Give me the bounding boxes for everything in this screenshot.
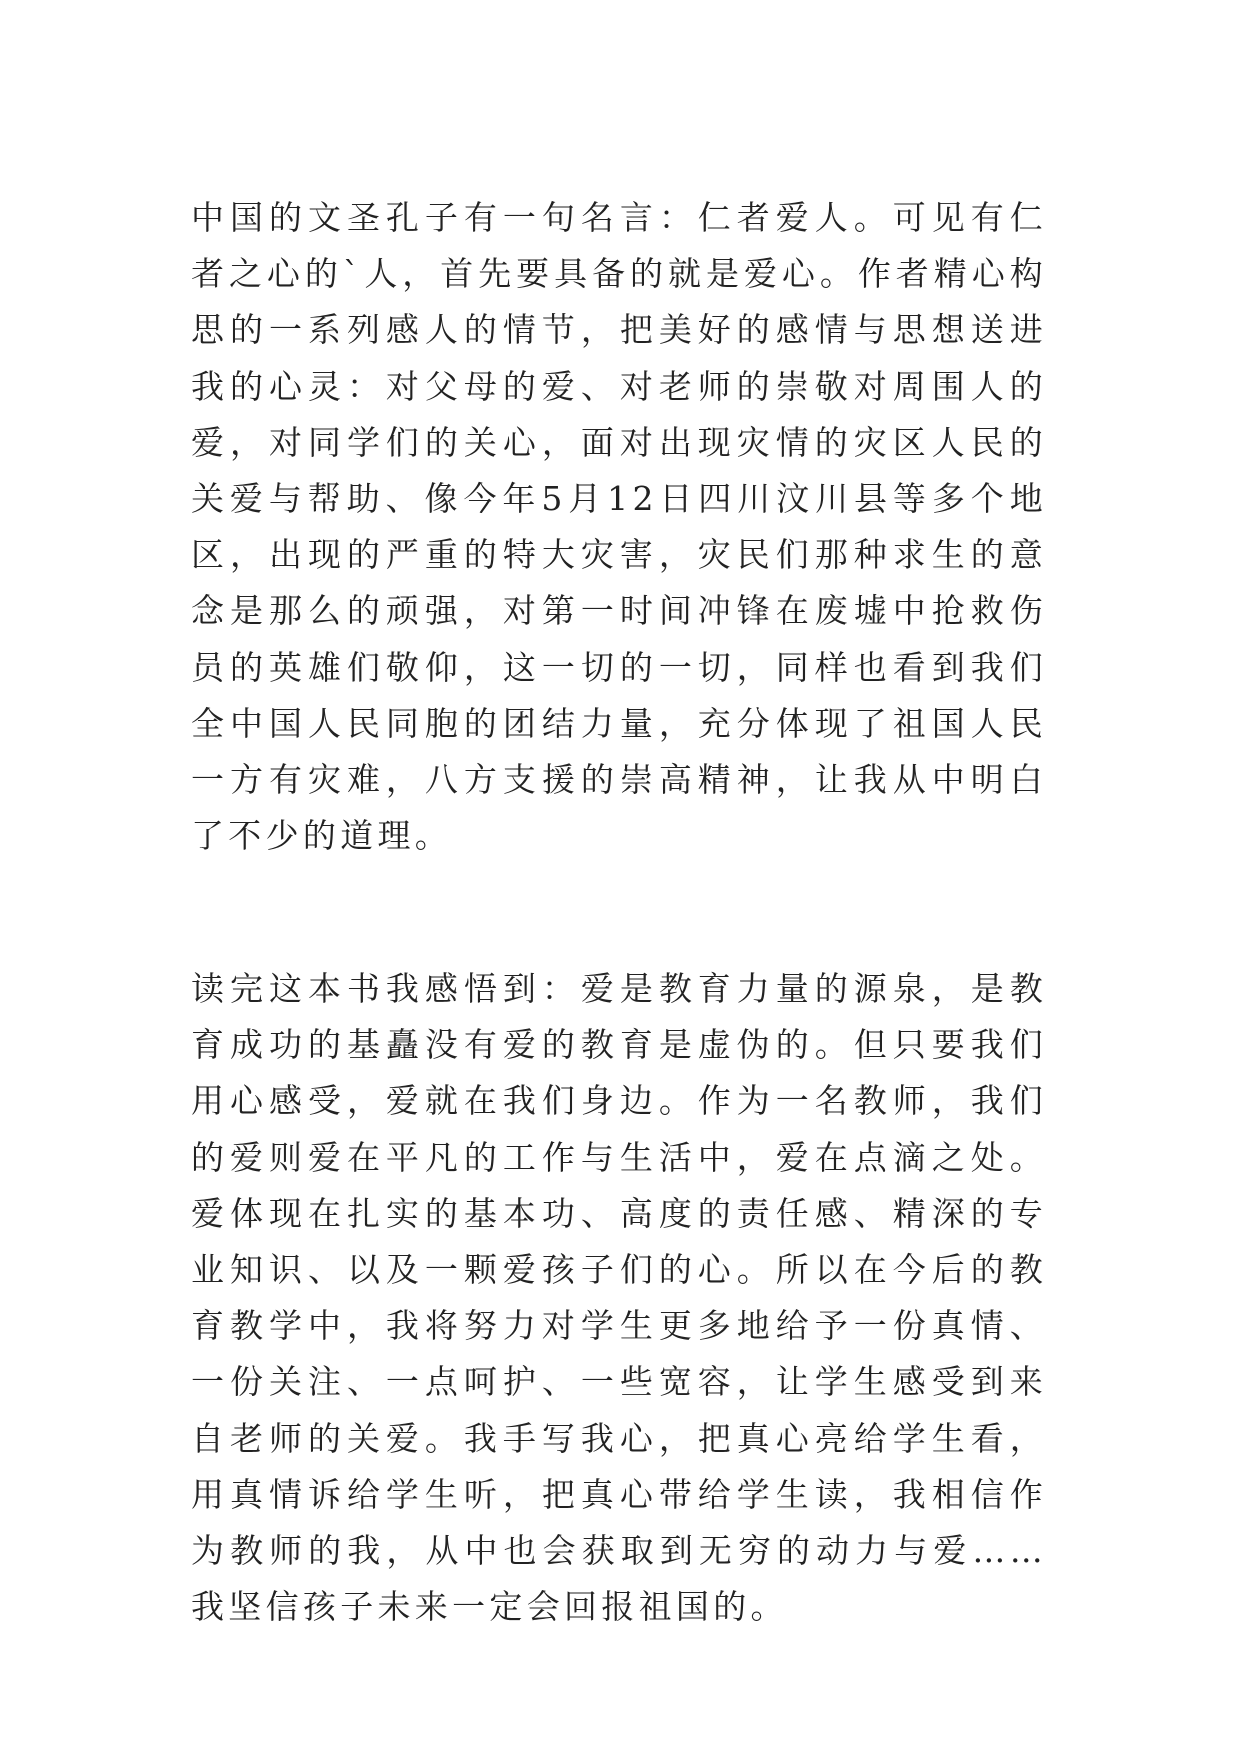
paragraph: 读完这本书我感悟到：爱是教育力量的源泉，是教育成功的基矗没有爱的教育是虚伪的。但只要我们用心感受，爱就在我们身边。作为一名教师，我们的爱则爱在平凡的工作与生活中，爱在点滴之处。爱体现在扎实的基本功、高度的责任感、精深的专业知识、以及一颗爱孩子们的心。所以在今后的教育教学中，我将努力对学生更多地给予一份真情、一份关注、一点呵护、一些宽容，让学生感受到来自老师的关爱。我手写我心，把真心亮给学生看，用真情诉给学生听，把真心带给学生读，我相信作为教师的我，从中也会获取到无穷的动力与爱……我坚信孩子未来一定会回报祖国的。 xyxy=(191,969,1047,1627)
paragraph: 中国的文圣孔子有一句名言：仁者爱人。可见有仁者之心的`人，首先要具备的就是爱心。作者精心构思的一系列感人的情节，把美好的感情与思想送进我的心灵：对父母的爱、对老师的崇敬对周围人的爱，对同学们的关心，面对出现灾情的灾区人民的关爱与帮助、像今年5月12日四川汶川县等多个地区，出现的严重的特大灾害，灾民们那种求生的意念是那么的顽强，对第一时间冲锋在废墟中抢救伤员的英雄们敬仰，这一切的一切，同样也看到我们全中国人民同胞的团结力量，充分体现了祖国人民一方有灾难，八方支援的崇高精神，让我从中明白了不少的道理。 xyxy=(191,198,1047,856)
document-body xyxy=(191,190,1047,1635)
